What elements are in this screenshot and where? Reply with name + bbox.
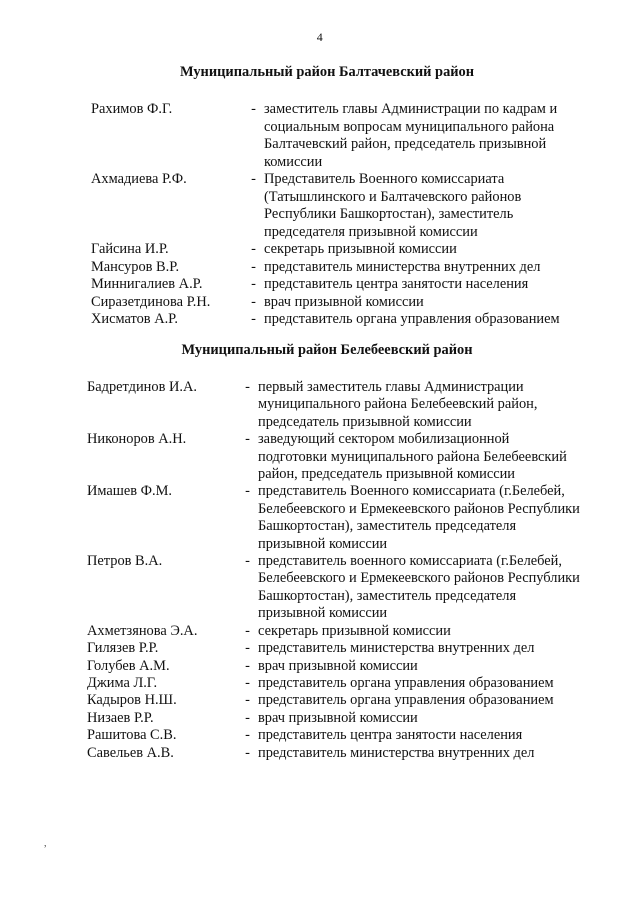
- dash-separator: -: [245, 622, 250, 639]
- role-line: врач призывной комиссии: [264, 293, 424, 310]
- member-role: [258, 710, 608, 727]
- member-role: [258, 745, 608, 762]
- dash-separator: -: [251, 258, 256, 275]
- section-belebeevsky: [0, 342, 640, 762]
- member-name: Гилязев Р.Р.: [87, 640, 159, 657]
- member-name: Никоноров А.Н.: [87, 431, 187, 448]
- member-row: [0, 692, 640, 709]
- role-line: Балтачевский район, председатель призывной: [264, 136, 547, 152]
- role-line: Белебеевского и Ермекеевского районов Республики: [258, 570, 580, 587]
- member-row: [0, 710, 640, 727]
- member-role: [264, 311, 604, 329]
- member-name: Имашев Ф.М.: [87, 483, 173, 500]
- member-role: [258, 675, 608, 692]
- role-line: председатель призывной комиссии: [258, 413, 472, 430]
- role-line: Башкортостан), заместитель председателя: [258, 587, 517, 604]
- member-name: Бадретдинов И.А.: [87, 379, 197, 395]
- role-line: первый заместитель главы Администрации: [258, 379, 524, 395]
- role-line: подготовки муниципального района Белебеевский: [258, 448, 567, 465]
- member-name: Джима Л.Г.: [87, 674, 158, 691]
- section-title: Муниципальный район Белебеевский район: [181, 342, 473, 358]
- member-role: [264, 171, 604, 241]
- dash-separator: -: [245, 674, 250, 691]
- member-name: Петров В.А.: [87, 553, 163, 570]
- member-role: [258, 431, 608, 483]
- role-line: социальным вопросам муниципального района: [264, 118, 555, 135]
- dash-separator: -: [251, 311, 256, 327]
- member-row: [0, 259, 640, 277]
- member-role: [258, 658, 608, 675]
- section-baltachevsky: [0, 64, 640, 329]
- role-line: район, председатель призывной комиссии: [258, 466, 516, 483]
- role-line: представитель центра занятости населения: [264, 276, 529, 292]
- member-name: Кадыров Н.Ш.: [87, 692, 177, 709]
- member-role: [264, 241, 604, 259]
- member-name: Рашитова С.В.: [87, 727, 177, 744]
- role-line: представитель центра занятости населения: [258, 727, 523, 744]
- member-role: [264, 259, 604, 277]
- member-name: Ахмадиева Р.Ф.: [91, 171, 187, 187]
- role-line: председателя призывной комиссии: [264, 223, 478, 240]
- member-name: Хисматов А.Р.: [91, 311, 178, 327]
- member-role: [258, 727, 608, 744]
- role-line: представитель военного комиссариата (г.Белебей,: [258, 553, 562, 570]
- role-line: секретарь призывной комиссии: [264, 241, 457, 257]
- role-line: представитель министерства внутренних дел: [258, 640, 535, 657]
- role-line: Белебеевского и Ермекеевского районов Республики: [258, 500, 580, 517]
- dash-separator: -: [245, 709, 250, 726]
- role-line: Представитель Военного комиссариата: [264, 171, 505, 187]
- dash-separator: -: [245, 744, 250, 761]
- role-line: представитель министерства внутренних дел: [264, 258, 541, 275]
- role-line: врач призывной комиссии: [258, 709, 418, 726]
- dash-separator: -: [251, 293, 256, 310]
- scan-speck: ,: [44, 838, 47, 849]
- member-role: [264, 276, 604, 294]
- dash-separator: -: [245, 640, 250, 657]
- member-name: Голубев А.М.: [87, 657, 170, 674]
- member-row: [0, 311, 640, 329]
- member-name: Рахимов Ф.Г.: [91, 101, 173, 117]
- member-role: [264, 101, 604, 171]
- member-role: [258, 640, 608, 657]
- member-row: [0, 675, 640, 692]
- role-line: врач призывной комиссии: [258, 657, 418, 674]
- dash-separator: -: [251, 101, 256, 117]
- dash-separator: -: [245, 431, 250, 448]
- section-title: Муниципальный район Балтачевский район: [179, 64, 475, 80]
- role-line: комиссии: [264, 153, 323, 170]
- role-line: Республики Башкортостан), заместитель: [264, 206, 514, 222]
- member-row: [0, 171, 640, 241]
- role-line: представитель министерства внутренних дел: [258, 744, 535, 761]
- role-line: представитель органа управления образованием: [264, 311, 560, 327]
- member-name: Мансуров В.Р.: [91, 258, 180, 275]
- role-line: заместитель главы Администрации по кадрам и: [264, 101, 558, 117]
- member-role: [258, 553, 608, 623]
- member-row: [0, 623, 640, 640]
- member-row: [0, 483, 640, 553]
- dash-separator: -: [245, 657, 250, 674]
- member-row: [0, 745, 640, 762]
- member-row: [0, 727, 640, 744]
- member-name: Низаев Р.Р.: [87, 709, 154, 726]
- role-line: (Татышлинского и Балтачевского районов: [264, 188, 522, 205]
- member-row: [0, 553, 640, 623]
- member-row: [0, 101, 640, 171]
- page-number: 4: [316, 30, 324, 44]
- member-row: [0, 379, 640, 431]
- role-line: заведующий сектором мобилизационной: [258, 431, 510, 448]
- member-name: Ахметзянова Э.А.: [87, 622, 198, 639]
- dash-separator: -: [245, 553, 250, 570]
- member-row: [0, 241, 640, 259]
- member-name: Миннигалиев А.Р.: [91, 276, 203, 292]
- role-line: представитель Военного комиссариата (г.Белебей,: [258, 483, 565, 500]
- dash-separator: -: [251, 276, 256, 292]
- role-line: представитель органа управления образованием: [258, 674, 554, 691]
- member-role: [258, 623, 608, 640]
- member-row: [0, 294, 640, 312]
- member-role: [264, 294, 604, 312]
- member-row: [0, 276, 640, 294]
- member-row: [0, 431, 640, 483]
- dash-separator: -: [245, 727, 250, 744]
- dash-separator: -: [251, 241, 256, 257]
- member-role: [258, 692, 608, 709]
- member-name: Сиразетдинова Р.Н.: [91, 293, 211, 310]
- member-role: [258, 483, 608, 553]
- role-line: призывной комиссии: [258, 535, 388, 552]
- member-list: [0, 379, 640, 762]
- member-name: Савельев А.В.: [87, 744, 174, 761]
- dash-separator: -: [245, 379, 250, 395]
- role-line: представитель органа управления образованием: [258, 692, 554, 709]
- role-line: секретарь призывной комиссии: [258, 622, 451, 639]
- member-row: [0, 640, 640, 657]
- member-name: Гайсина И.Р.: [91, 241, 169, 257]
- role-line: призывной комиссии: [258, 605, 388, 622]
- role-line: Башкортостан), заместитель председателя: [258, 518, 517, 535]
- dash-separator: -: [245, 692, 250, 709]
- dash-separator: -: [245, 483, 250, 500]
- role-line: муниципального района Белебеевский район,: [258, 396, 538, 413]
- member-list: [0, 101, 640, 329]
- member-role: [258, 379, 608, 431]
- dash-separator: -: [251, 171, 256, 187]
- member-row: [0, 658, 640, 675]
